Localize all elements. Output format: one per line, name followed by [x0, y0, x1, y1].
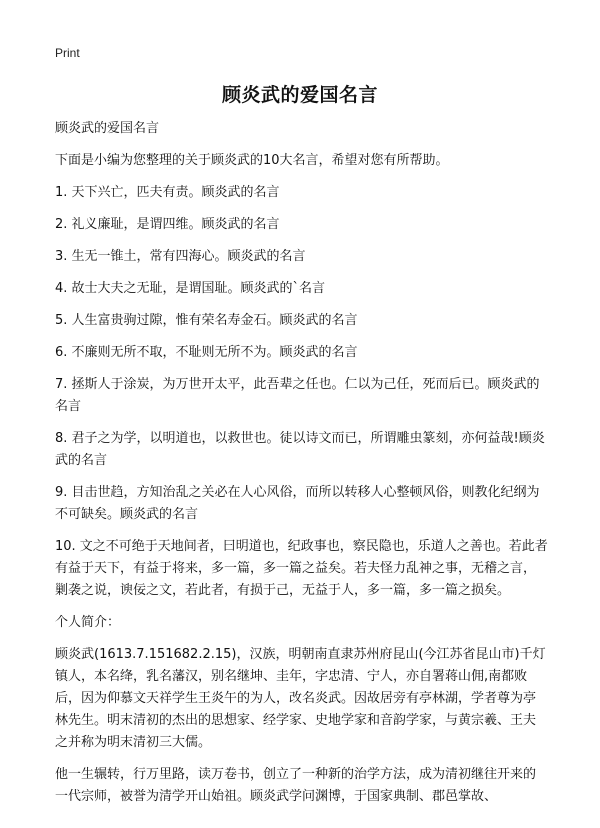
quote-item-9: 9. 目击世趋，方知治乱之关必在人心风俗，而所以转移人心整顿风俗，则教化纪纲为不可缺矣。顾炎武的名言 [55, 485, 540, 522]
quote-item-3: 3. 生无一锥土，常有四海心。顾炎武的名言 [55, 249, 306, 264]
bio-paragraph-1: 顾炎武(1613.7.151682.2.15)，汉族，明朝南直隶苏州府昆山(今江苏省昆山市)千灯镇人，本名绛，乳名藩汉，别名继坤、圭年，字忠清、宁人，亦自署蒋山佣,南都败后，因为仰慕文天祥学生王炎午的为人，改名炎武。因故居旁有亭林湖，学者尊为亭林先生。明末清初的杰出的思想家、经学家、史地学家和音韵学家，与黄宗羲、王夫之并称为明末清初三大儒。 [55, 647, 546, 750]
intro-paragraph: 下面是小编为您整理的关于顾炎武的10大名言，希望对您有所帮助。 [55, 153, 449, 168]
quote-item-8: 8. 君子之为学，以明道也，以救世也。徒以诗文而已，所谓雕虫篆刻，亦何益哉!顾炎武的名言 [55, 431, 545, 468]
article-body [55, 118, 548, 818]
quote-item-10: 10. 文之不可绝于天地间者，曰明道也，纪政事也，察民隐也，乐道人之善也。若此者有益于天下，有益于将来，多一篇，多一篇之益矣。若夫怪力乱神之事，无稽之言，剿袭之说，谀佞之文，若此者，有损于己，无益于人，多一篇，多一篇之损矣。 [55, 539, 548, 598]
page-title: 顾炎武的爱国名言 [221, 84, 378, 106]
print-link[interactable]: Print [55, 46, 80, 60]
article-heading: 顾炎武的爱国名言 [55, 121, 160, 136]
quote-item-7: 7. 拯斯人于涂炭，为万世开太平，此吾辈之任也。仁以为己任，死而后已。顾炎武的名言 [55, 377, 540, 414]
quote-item-4: 4. 故士大夫之无耻，是谓国耻。顾炎武的`名言 [55, 281, 326, 296]
bio-paragraph-2: 他一生辗转，行万里路，读万卷书，创立了一种新的治学方法，成为清初继往开来的一代宗师，被誉为清学开山始祖。顾炎武学问渊博，于国家典制、郡邑掌故、 [55, 767, 537, 804]
bio-heading: 个人简介： [55, 615, 121, 630]
quote-item-5: 5. 人生富贵驹过隙，惟有荣名寿金石。顾炎武的名言 [55, 313, 358, 328]
quote-item-1: 1. 天下兴亡，匹夫有责。顾炎武的名言 [55, 185, 280, 200]
quote-item-6: 6. 不廉则无所不取，不耻则无所不为。顾炎武的名言 [55, 345, 358, 360]
quote-item-2: 2. 礼义廉耻，是谓四维。顾炎武的名言 [55, 217, 280, 232]
